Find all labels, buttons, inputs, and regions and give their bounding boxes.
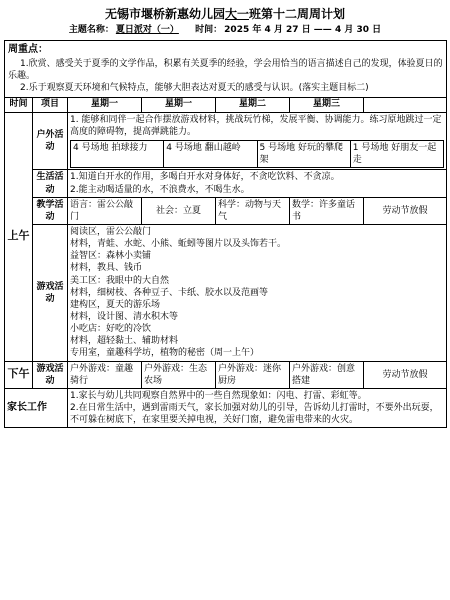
- col-header-item: 项目: [33, 97, 68, 112]
- afternoon-day-4: 户外游戏：创意搭建: [290, 361, 364, 388]
- games-line: 材料，教具、钱币: [70, 263, 143, 274]
- outdoor-venue-2: 4 号场地 翻山越岭: [164, 141, 257, 168]
- afternoon-day-1: 户外游戏：童趣骑行: [68, 361, 142, 388]
- goals-row: [5, 41, 447, 98]
- games-line: 益智区：森林小卖铺: [70, 251, 152, 262]
- afternoon-day-2: 户外游戏：生态农场: [142, 361, 216, 388]
- family-line-2: 2.在日常生活中，遇到雷雨天气，家长加强对幼儿的引导，告诉幼儿打雷时，不要外出玩耍，不可躲在树底下，在家里要关掉电视，关好门窗，避免雷电带来的火灾。: [70, 403, 439, 426]
- col-header-day-2: 星期一: [142, 97, 216, 112]
- family-row: [5, 388, 447, 427]
- games-content: [68, 225, 447, 362]
- category-games-label: 游戏活动: [36, 281, 64, 304]
- time-morning: 上午: [5, 112, 33, 361]
- teaching-day-4: 数学：许多童话书: [290, 197, 364, 224]
- column-header-row: [5, 97, 447, 112]
- goals-heading: 周重点：: [8, 44, 48, 55]
- title-school: 无锡市堰桥新惠幼儿园: [104, 7, 225, 21]
- plan-subtitle: [4, 23, 446, 37]
- time-label: 时间：: [195, 25, 223, 35]
- category-outdoor-label: 户外活动: [36, 130, 64, 153]
- teaching-day-3: 科学：动物与天气: [216, 197, 290, 224]
- category-outdoor: [33, 112, 68, 170]
- games-line: 阅读区，雷公公敲门: [70, 227, 152, 238]
- title-class: 大一: [224, 7, 249, 21]
- games-line: 小吃店：好吃的冷饮: [70, 324, 152, 335]
- outdoor-venue-3: 5 号场地 好玩的攀爬架: [257, 141, 350, 168]
- teaching-day-5: 劳动节放假: [364, 197, 447, 224]
- games-line: 建构区，夏天的游乐场: [70, 299, 161, 310]
- life-line-1: 1.知道白开水的作用，多喝白开水对身体好，不贪吃饮料、不贪凉。: [70, 172, 340, 183]
- outdoor-venues: [70, 140, 444, 168]
- family-line-1: 1.家长与幼儿共同观察自然界中的一些自然现象如：闪电、打雷、彩虹等。: [70, 390, 367, 401]
- afternoon-row: [5, 361, 447, 388]
- category-teaching-label: 教学活动: [36, 199, 64, 222]
- life-row: [5, 170, 447, 197]
- outdoor-venue-1: 4 号场地 拍球接力: [71, 141, 164, 168]
- time-afternoon: 下午: [5, 361, 33, 388]
- outdoor-description: 1. 能够和同伴一起合作摆放游戏材料，挑战玩竹梯，发展平衡、协调能力。练习原地跳过一定高度的障碍物，提高弹跳能力。: [70, 114, 442, 138]
- family-label: 家长工作: [5, 388, 68, 427]
- games-row: [5, 225, 447, 362]
- outdoor-venue-4: 1 号场地 好朋友一起走: [350, 141, 443, 168]
- teaching-row: [5, 197, 447, 224]
- goal-item-2: 2.乐于观察夏天环境和气候特点，能够大胆表达对夏天的感受与认识。(落实主题目标二): [20, 82, 369, 93]
- family-content: [68, 388, 447, 427]
- category-afternoon-games: [33, 361, 68, 388]
- theme-label: 主题名称：: [68, 25, 114, 35]
- col-header-day-3: 星期二: [216, 97, 290, 112]
- outdoor-content: [68, 112, 447, 170]
- category-life: [33, 170, 68, 197]
- life-content: [68, 170, 447, 197]
- afternoon-day-3: 户外游戏：迷你厨房: [216, 361, 290, 388]
- games-line: 材料，青蛙、水蛇、小熊、蚯蚓等图片以及头饰若干。: [70, 239, 287, 250]
- games-line: 材料，超轻黏土、辅助材料: [70, 336, 179, 347]
- category-games: [33, 225, 68, 362]
- teaching-day-2: 社会：立夏: [142, 197, 216, 224]
- category-life-label: 生活活动: [36, 172, 64, 195]
- games-line: 美工区：我眼中的大自然: [70, 275, 170, 286]
- category-afternoon-games-label: 游戏活动: [36, 363, 64, 386]
- games-line: 材料，设计图、清水积木等: [70, 312, 179, 323]
- time-value: 2025 年 4 月 27 日 —— 4 月 30 日: [224, 25, 382, 35]
- col-header-day-4: 星期三: [290, 97, 364, 112]
- col-header-time: 时间: [5, 97, 33, 112]
- title-week: 班第十二周周计划: [249, 7, 346, 21]
- teaching-day-1: 语言：雷公公敲门: [68, 197, 142, 224]
- goals-cell: [5, 41, 447, 98]
- category-teaching: [33, 197, 68, 224]
- col-header-day-1: 星期一: [68, 97, 142, 112]
- plan-table: [4, 40, 447, 428]
- games-line: 材料，细树枝、各种豆子、卡纸、胶水以及范画等: [70, 287, 269, 298]
- col-header-day-5: [364, 97, 447, 112]
- page-title: [4, 6, 446, 23]
- life-line-2: 2.能主动喝适量的水，不浪费水，不喝生水。: [70, 184, 250, 195]
- afternoon-day-5: 劳动节放假: [364, 361, 447, 388]
- theme-value: 夏日派对（一）: [115, 25, 179, 35]
- outdoor-row: [5, 112, 447, 170]
- goal-item-1: 1.欣赏、感受关于夏季的文学作品，积累有关夏季的经验，学会用恰当的语言描述自己的发现，体验夏日的乐趣。: [8, 58, 443, 81]
- games-line: 专用室，童趣科学坊，植物的秘密（周一上午）: [70, 348, 260, 359]
